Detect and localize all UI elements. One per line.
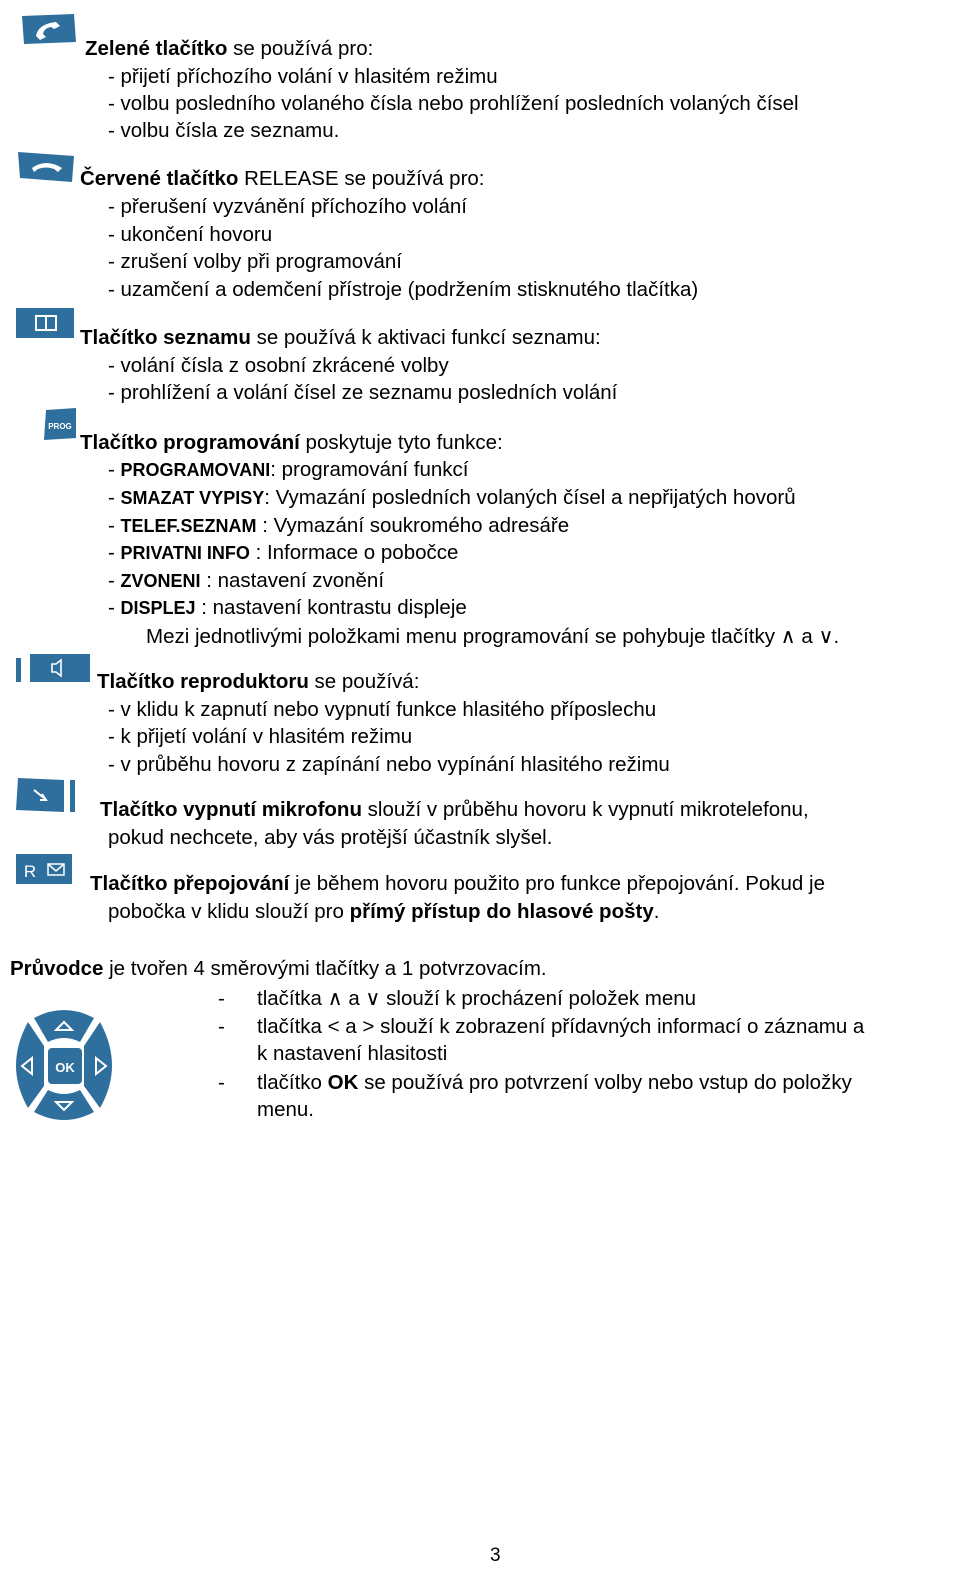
navigator-heading: Průvodce je tvořen 4 směrovými tlačítky a 1 potvrzovacím. (10, 957, 547, 980)
list-item: - přijetí příchozího volání v hlasitém režimu (108, 65, 498, 88)
prog-key-heading: Tlačítko programování poskytuje tyto funkce: (80, 431, 503, 454)
list-item: tlačítka < a > slouží k zobrazení přídavných informací o záznamu a (257, 1015, 865, 1038)
navigator-pad-icon (4, 1004, 124, 1128)
red-key-heading: Červené tlačítko RELEASE se používá pro: (80, 167, 485, 190)
hang-up-handset-icon (16, 148, 76, 184)
list-item: - k přijetí volání v hlasitém režimu (108, 725, 413, 748)
svg-text:PROG: PROG (48, 422, 72, 431)
list-item: - SMAZAT VYPISY: Vymazání posledních volaných čísel a nepřijatých hovorů (108, 486, 796, 509)
list-item: - v klidu k zapnutí nebo vypnutí funkce hlasitého příposlechu (108, 698, 657, 721)
navigator-dash: - (218, 1015, 225, 1038)
transfer-key-description: pobočka v klidu slouží pro přímý přístup do hlasové pošty. (108, 900, 660, 923)
list-item: - volbu čísla ze seznamu. (108, 119, 340, 142)
list-item: - DISPLEJ : nastavení kontrastu displeje (108, 596, 467, 619)
list-item: tlačítko OK se používá pro potvrzení volby nebo vstup do položky (257, 1071, 852, 1094)
mute-key-heading: Tlačítko vypnutí mikrofonu slouží v průběhu hovoru k vypnutí mikrotelefonu, (100, 798, 809, 821)
list-item: - PRIVATNI INFO : Informace o pobočce (108, 541, 459, 564)
list-item: - PROGRAMOVANI: programování funkcí (108, 458, 469, 481)
speaker-key-heading: Tlačítko reproduktoru se používá: (97, 670, 420, 693)
list-item: - volbu posledního volaného čísla nebo prohlížení posledních volaných čísel (108, 92, 799, 115)
svg-text:R: R (23, 862, 37, 881)
phone-handset-icon (18, 12, 78, 46)
svg-text:OK: OK (55, 1060, 75, 1075)
mute-key-description: pokud nechcete, aby vás protější účastník slyšel. (108, 826, 553, 849)
list-item: - volání čísla z osobní zkrácené volby (108, 354, 449, 377)
microphone-mute-icon (16, 778, 78, 814)
list-item: - přerušení vyzvánění příchozího volání (108, 195, 467, 218)
list-item: - v průběhu hovoru z zapínání nebo vypínání hlasitého režimu (108, 753, 670, 776)
prog-note: Mezi jednotlivými položkami menu programování se pohybuje tlačítky ∧ a ∨. (146, 625, 840, 648)
transfer-key-heading: Tlačítko přepojování je během hovoru použito pro funkce přepojování. Pokud je (90, 872, 825, 895)
r-envelope-icon (14, 852, 74, 888)
green-key-heading: Zelené tlačítko se používá pro: (85, 37, 374, 60)
list-item: - zrušení volby při programování (108, 250, 402, 273)
page-number: 3 (490, 1545, 501, 1566)
directory-key-heading: Tlačítko seznamu se používá k aktivaci funkcí seznamu: (80, 326, 601, 349)
navigator-dash: - (218, 1071, 225, 1094)
list-item: tlačítka ∧ a ∨ slouží k procházení položek menu (257, 987, 697, 1010)
navigator-dash: - (218, 987, 225, 1010)
list-item: - uzamčení a odemčení přístroje (podržením stisknutého tlačítka) (108, 278, 699, 301)
list-item: - prohlížení a volání čísel ze seznamu posledních volání (108, 381, 618, 404)
list-item: - ZVONENI : nastavení zvonění (108, 569, 385, 592)
prog-key-icon (42, 408, 78, 442)
list-item: - ukončení hovoru (108, 223, 273, 246)
list-item: menu. (257, 1098, 314, 1121)
book-icon (14, 306, 76, 340)
list-item: k nastavení hlasitosti (257, 1042, 448, 1065)
speaker-icon (14, 652, 92, 686)
list-item: - TELEF.SEZNAM : Vymazání soukromého adresáře (108, 514, 570, 537)
